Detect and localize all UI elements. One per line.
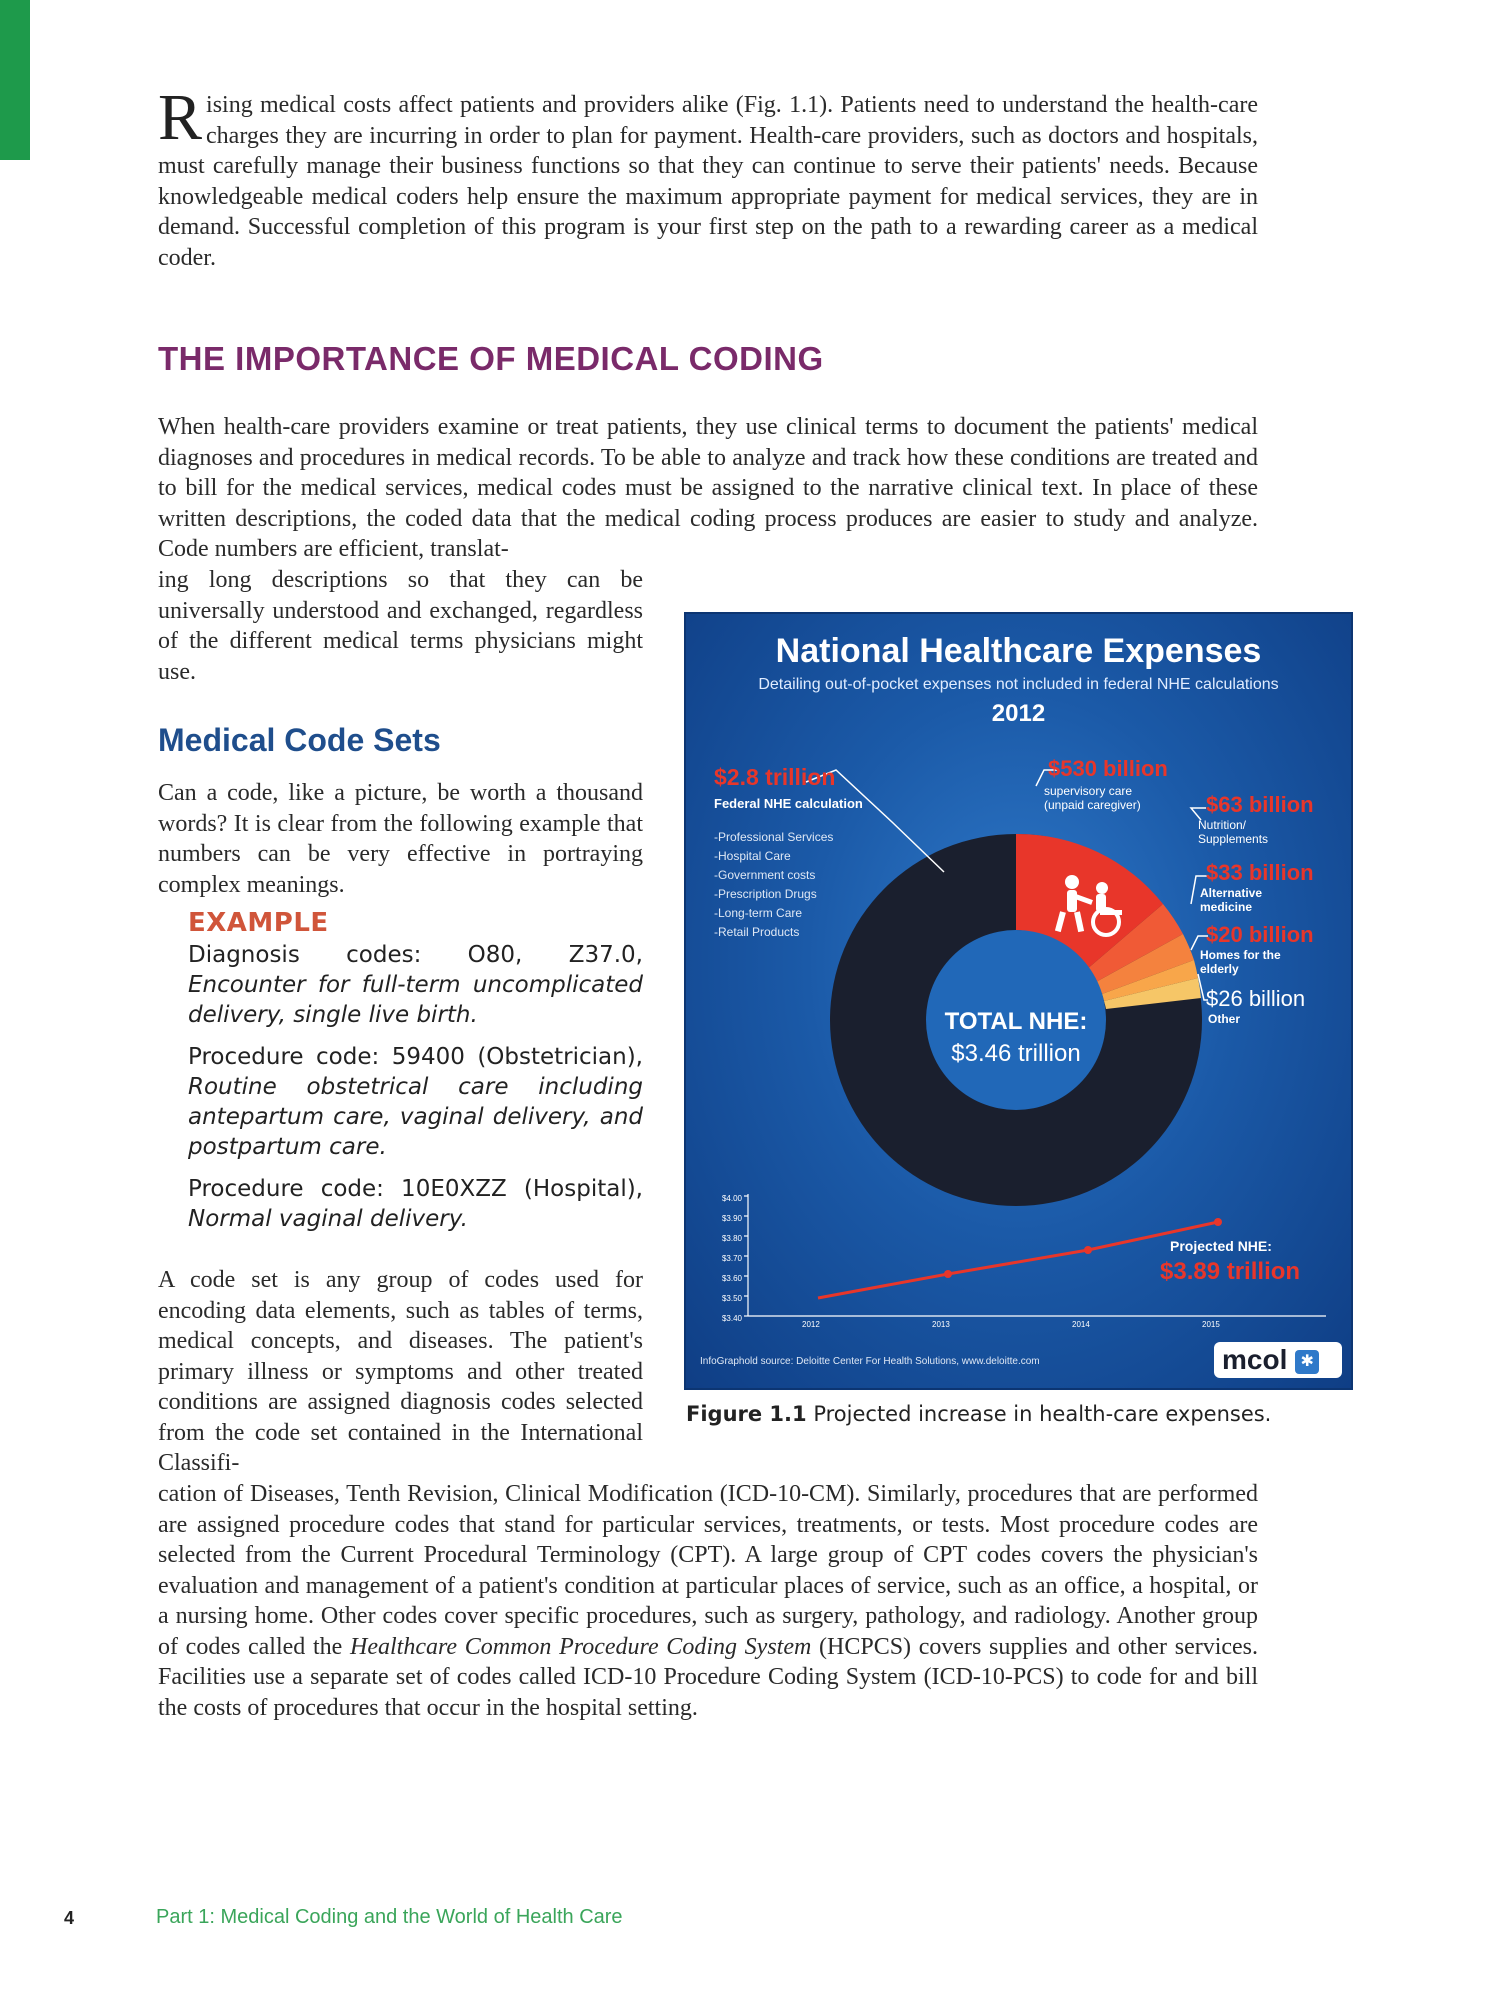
snowflake-icon: ✱ [1295,1350,1319,1374]
callout-label-nutrition: Nutrition/ Supplements [1198,818,1269,846]
federal-item: -Professional Services [714,830,834,844]
callout-value-supervisory: $530 billion [1048,756,1168,781]
projected-value: $3.89 trillion [1160,1258,1301,1285]
infographic-subtitle: Detailing out-of-pocket expenses not included in federal NHE calculations [758,676,1279,693]
example-procedure1-codes: Procedure code: 59400 (Obstetrician), [188,1044,643,1070]
code-set-paragraph-continued [158,1479,1258,1723]
figure-caption-text: Projected increase in health-care expenses. [813,1402,1272,1426]
callout-label-other: Other [1208,1012,1241,1026]
infographic-year: 2012 [991,700,1046,727]
example-diagnosis [188,940,643,1030]
callout-label-alternative: Alternative medicine [1200,886,1263,914]
line-chart-axes [748,1194,1326,1316]
callout-value-homes: $20 billion [1206,922,1314,947]
code-set-text-a: cation of Diseases, Tenth Revision, Clinical Modification (ICD-10-CM). Similarly, procedures that are performed are assigned procedure codes that stand for particular services, treatments, or tests. Most procedure codes are selected from the Current Procedural Terminology (CPT). A large group of CPT codes covers the physician's evaluation and management of a patient's condition at particular places of service, such as an office, a hospital, or a nursing home. Other codes cover specific procedures, such as surgery, pathology, and radiology. Another group of codes called the [158,1481,1258,1660]
projection-point-2013 [944,1270,952,1278]
infographic-source: InfoGraphold source: Deloitte Center For Health Solutions, www.deloitte.com [700,1356,1040,1367]
federal-item: -Hospital Care [714,849,791,863]
federal-label: Federal NHE calculation [714,796,863,811]
y-tick-label: $3.80 [721,1234,742,1243]
projection-point-2015 [1214,1218,1222,1226]
federal-item: -Long-term Care [714,906,803,920]
federal-value: $2.8 trillion [714,764,836,790]
chapter-color-tab [0,0,30,160]
infographic-title: National Healthcare Expenses [775,632,1262,670]
total-nhe-value: $3.46 trillion [951,1040,1081,1067]
example-procedure1-desc: Routine obstetrical care including antepartum care, vaginal delivery, and postpartum care. [188,1074,643,1160]
example-procedure-hospital [188,1174,643,1234]
federal-items-list [714,828,833,942]
code-set-text-b: (HCPCS) covers supplies and other services. Facilities use a separate set of codes called ICD-10 Procedure Coding System (ICD-10-PCS) to code for and bill the costs of procedures that occur in the hospital setting. [158,1633,1259,1721]
example-procedure-obstetrician [188,1042,643,1162]
y-tick-label: $3.50 [721,1294,742,1303]
y-tick-label: $3.60 [721,1274,742,1283]
callout-value-other: $26 billion [1206,986,1306,1011]
importance-paragraph-continued: ing long descriptions so that they can be universally understood and exchanged, regardless of the different medical terms physicians might use. [158,567,643,685]
projection-point-2014 [1084,1246,1092,1254]
hcpcs-name: Healthcare Common Procedure Coding System [350,1633,812,1660]
callout-label-supervisory: supervisory care (unpaid caregiver) [1044,784,1141,812]
brand-logo [1214,1342,1342,1378]
y-tick-label: $4.00 [721,1194,742,1203]
y-tick-label: $3.70 [721,1254,742,1263]
federal-item: -Government costs [714,868,816,882]
example-box [188,908,643,1246]
code-set-paragraph: A code set is any group of codes used for encoding data elements, such as tables of terms, medical concepts, and diseases. The patient's primary illness or symptoms and other treated conditions are assigned diagnosis codes selected from the code set contained in the International Classifi- [158,1267,643,1476]
federal-item: -Retail Products [714,925,800,939]
federal-item: -Prescription Drugs [714,887,817,901]
brand-name: mcol [1222,1344,1288,1375]
code-sets-paragraph: Can a code, like a picture, be worth a thousand words? It is clear from the following example that numbers can be very effective in portraying complex meanings. [158,780,643,898]
projected-label: Projected NHE: [1170,1238,1272,1254]
projection-line [818,1222,1218,1298]
x-tick-label: 2012 [802,1320,820,1329]
drop-cap: R [158,81,203,154]
y-tick-label: $3.40 [721,1314,742,1323]
figure-caption-label: Figure 1.1 [686,1402,807,1426]
infographic [686,614,1351,1388]
callout-value-nutrition: $63 billion [1206,792,1314,817]
importance-paragraph: When health-care providers examine or treat patients, they use clinical terms to document the patients' medical diagnoses and procedures in medical records. To be able to analyze and track how these conditions are treated and to bill for the medical services, medical codes must be assigned to the narrative clinical text. In place of these written descriptions, the coded data that the medical coding process produces are easier to study and analyze. Code numbers are efficient, translat- [158,414,1258,562]
callout-value-alternative: $33 billion [1206,860,1314,885]
callout-label-homes: Homes for the elderly [1200,948,1281,976]
page-number: 4 [64,1908,75,1928]
intro-paragraph [158,81,1258,273]
sub-heading: Medical Code Sets [158,722,441,758]
example-diagnosis-codes: Diagnosis codes: O80, Z37.0, [188,942,643,968]
y-tick-label: $3.90 [721,1214,742,1223]
example-procedure2-desc: Normal vaginal delivery. [188,1206,468,1232]
x-tick-label: 2014 [1072,1320,1090,1329]
intro-text: ising medical costs affect patients and providers alike (Fig. 1.1). Patients need to understand the health-care charges they are incurring in order to plan for payment. Health-care providers, such as doctors and hospitals, must carefully manage their business functions so that they can continue to serve their patients' needs. Because knowledgeable medical coders help ensure the maximum appropriate payment for medical services, they are in demand. Successful completion of this program is your first step on the path to a rewarding career as a medical coder. [158,92,1258,271]
total-nhe-label: TOTAL NHE: [944,1008,1088,1035]
section-heading: THE IMPORTANCE OF MEDICAL CODING [158,340,824,377]
example-procedure2-codes: Procedure code: 10E0XZZ (Hospital), [188,1176,643,1202]
y-axis-ticks [704,1189,742,1329]
x-tick-label: 2015 [1202,1320,1220,1329]
x-tick-label: 2013 [932,1320,950,1329]
example-label: EXAMPLE [188,908,329,938]
figure-caption [686,1402,1366,1426]
running-footer: Part 1: Medical Coding and the World of Health Care [156,1906,623,1928]
example-diagnosis-desc: Encounter for full-term uncomplicated delivery, single live birth. [188,972,643,1028]
